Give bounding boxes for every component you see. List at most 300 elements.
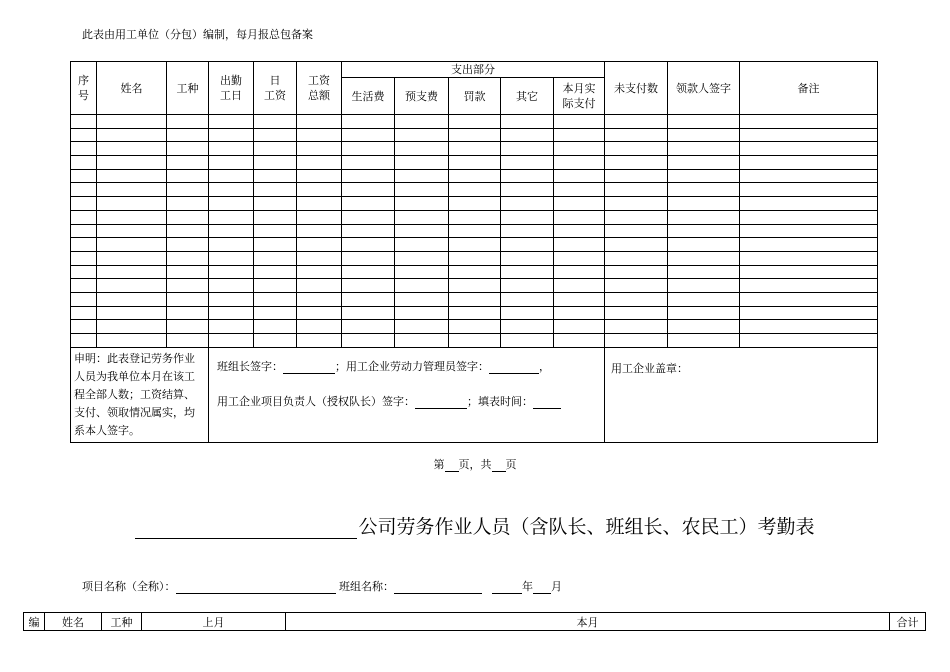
payroll-cell[interactable] [209,265,254,279]
month-label: 月 [551,580,562,593]
payroll-cell[interactable] [554,115,605,129]
labor-manager-sign-blank[interactable] [489,361,539,374]
header-note: 此表由用工单位（分包）编制，每月报总包备案 [82,28,313,41]
payroll-cell[interactable] [605,115,668,129]
payroll-cell[interactable] [209,210,254,224]
payroll-cell[interactable] [605,224,668,238]
payroll-cell[interactable] [342,265,395,279]
payroll-cell[interactable] [297,238,342,252]
payroll-cell[interactable] [297,292,342,306]
payroll-cell[interactable] [449,279,501,293]
payroll-table [70,61,878,443]
payroll-cell[interactable] [97,128,167,142]
payroll-cell[interactable] [342,279,395,293]
payroll-cell[interactable] [668,210,740,224]
payroll-cell[interactable] [605,197,668,211]
header-daily-wage: 日 工资 [254,62,297,115]
payroll-cell[interactable] [71,197,97,211]
att-header-trade: 工种 [102,613,142,631]
header-other: 其它 [501,78,554,115]
payroll-cell[interactable] [167,197,209,211]
payroll-cell[interactable] [254,128,297,142]
project-name-blank[interactable] [176,581,336,594]
payroll-cell[interactable] [740,251,878,265]
payroll-cell[interactable] [449,306,501,320]
header-total-wage: 工资 总额 [297,62,342,115]
payroll-cell[interactable] [342,292,395,306]
payroll-cell[interactable] [97,183,167,197]
payroll-cell[interactable] [668,156,740,170]
payroll-cell[interactable] [395,156,449,170]
payroll-cell[interactable] [395,197,449,211]
payroll-cell[interactable] [209,292,254,306]
payroll-cell[interactable] [342,128,395,142]
attendance-title-text: 公司劳务作业人员（含队长、班组长、农民工）考勤表 [358,516,815,538]
payroll-cell[interactable] [97,210,167,224]
payroll-cell[interactable] [668,115,740,129]
payroll-data-row [71,183,878,197]
header-deduct-group: 支出部分 [342,62,605,78]
payroll-cell[interactable] [395,320,449,334]
payroll-cell[interactable] [395,183,449,197]
payroll-cell[interactable] [605,334,668,348]
payroll-cell[interactable] [605,292,668,306]
payroll-cell[interactable] [395,128,449,142]
year-label: 年 [522,580,533,593]
payroll-cell[interactable] [254,265,297,279]
payroll-cell[interactable] [167,279,209,293]
payroll-cell[interactable] [71,169,97,183]
payroll-cell[interactable] [209,238,254,252]
payroll-cell[interactable] [97,251,167,265]
payroll-data-row [71,334,878,348]
payroll-cell[interactable] [554,251,605,265]
payroll-cell[interactable] [395,169,449,183]
payroll-cell[interactable] [297,128,342,142]
payroll-data-row [71,224,878,238]
payroll-cell[interactable] [297,334,342,348]
att-header-no: 编 [24,613,45,631]
payroll-cell[interactable] [740,128,878,142]
payroll-cell[interactable] [209,251,254,265]
payroll-cell[interactable] [71,320,97,334]
payroll-cell[interactable] [449,292,501,306]
payroll-cell[interactable] [254,169,297,183]
year-blank[interactable] [492,581,522,594]
payroll-cell[interactable] [342,224,395,238]
payroll-cell[interactable] [71,128,97,142]
payroll-cell[interactable] [501,128,554,142]
payroll-cell[interactable] [668,320,740,334]
team-leader-sign-blank[interactable] [283,361,335,374]
payroll-cell[interactable] [167,142,209,156]
payroll-cell[interactable] [501,279,554,293]
payroll-cell[interactable] [342,169,395,183]
payroll-cell[interactable] [167,169,209,183]
payroll-cell[interactable] [449,156,501,170]
payroll-cell[interactable] [167,292,209,306]
payroll-cell[interactable] [605,183,668,197]
payroll-cell[interactable] [740,334,878,348]
payroll-cell[interactable] [449,210,501,224]
payroll-cell[interactable] [740,265,878,279]
payroll-cell[interactable] [740,224,878,238]
payroll-cell[interactable] [740,115,878,129]
payroll-cell[interactable] [297,197,342,211]
payroll-cell[interactable] [668,183,740,197]
payroll-cell[interactable] [668,197,740,211]
payroll-cell[interactable] [342,320,395,334]
statement-row [71,347,878,442]
payroll-cell[interactable] [395,115,449,129]
payroll-cell[interactable] [554,142,605,156]
payroll-cell[interactable] [740,142,878,156]
payroll-cell[interactable] [449,183,501,197]
payroll-cell[interactable] [97,320,167,334]
payroll-data-row [71,292,878,306]
payroll-cell[interactable] [167,320,209,334]
payroll-cell[interactable] [740,210,878,224]
payroll-cell[interactable] [297,210,342,224]
payroll-data-row [71,156,878,170]
payroll-cell[interactable] [449,128,501,142]
payroll-cell[interactable] [167,210,209,224]
payroll-cell[interactable] [209,320,254,334]
payroll-cell[interactable] [395,210,449,224]
payroll-cell[interactable] [342,183,395,197]
payroll-cell[interactable] [254,292,297,306]
payroll-cell[interactable] [71,251,97,265]
payroll-cell[interactable] [97,306,167,320]
payroll-cell[interactable] [342,210,395,224]
payroll-data-row [71,306,878,320]
payroll-cell[interactable] [71,142,97,156]
payroll-cell[interactable] [297,279,342,293]
payroll-cell[interactable] [605,142,668,156]
payroll-cell[interactable] [342,334,395,348]
payroll-cell[interactable] [501,306,554,320]
fill-date-blank[interactable] [533,396,561,409]
statement-text: 申明：此表登记劳务作业人员为我单位本月在该工程全部人数；工资结算、支付、领取情况属实，均系本人签字。 [71,347,209,442]
payroll-cell[interactable] [254,210,297,224]
payroll-cell[interactable] [554,197,605,211]
payroll-cell[interactable] [167,265,209,279]
payroll-cell[interactable] [395,224,449,238]
payroll-cell[interactable] [501,265,554,279]
payroll-cell[interactable] [554,292,605,306]
payroll-cell[interactable] [71,306,97,320]
payroll-cell[interactable] [297,320,342,334]
company-name-blank[interactable] [135,518,357,539]
payroll-cell[interactable] [395,142,449,156]
payroll-cell[interactable] [554,128,605,142]
payroll-cell[interactable] [97,292,167,306]
payroll-cell[interactable] [554,279,605,293]
payroll-cell[interactable] [167,306,209,320]
header-trade: 工种 [167,62,209,115]
payroll-cell[interactable] [554,210,605,224]
header-seq: 序 号 [71,62,97,115]
payroll-data-row [71,320,878,334]
header-name: 姓名 [97,62,167,115]
payroll-cell[interactable] [605,265,668,279]
payroll-cell[interactable] [554,224,605,238]
payroll-data-row [71,210,878,224]
payroll-cell[interactable] [254,279,297,293]
payroll-cell[interactable] [668,279,740,293]
payroll-cell[interactable] [501,197,554,211]
payroll-data-row [71,142,878,156]
payroll-cell[interactable] [342,238,395,252]
payroll-cell[interactable] [449,115,501,129]
payroll-cell[interactable] [97,142,167,156]
payroll-cell[interactable] [297,115,342,129]
payroll-cell[interactable] [254,115,297,129]
payroll-cell[interactable] [297,265,342,279]
payroll-cell[interactable] [449,334,501,348]
payroll-cell[interactable] [395,279,449,293]
team-leader-sign-label: 班组长签字： [217,359,283,373]
payroll-cell[interactable] [97,265,167,279]
payroll-cell[interactable] [449,142,501,156]
page-number: 第 页，共 页 [433,458,517,471]
payroll-cell[interactable] [501,238,554,252]
payroll-cell[interactable] [209,279,254,293]
header-unpaid: 未支付数 [605,62,668,115]
payroll-data-row [71,115,878,129]
payroll-cell[interactable] [167,156,209,170]
seal-area: 用工企业盖章： [605,347,878,442]
payroll-cell[interactable] [97,115,167,129]
payroll-cell[interactable] [449,320,501,334]
payroll-cell[interactable] [254,334,297,348]
payroll-cell[interactable] [167,334,209,348]
payroll-cell[interactable] [501,224,554,238]
payroll-cell[interactable] [71,183,97,197]
payroll-cell[interactable] [97,334,167,348]
payroll-cell[interactable] [605,306,668,320]
payroll-cell[interactable] [71,265,97,279]
payroll-cell[interactable] [297,169,342,183]
attendance-title [0,512,950,539]
signature-area [209,347,605,442]
payroll-cell[interactable] [254,320,297,334]
payroll-cell[interactable] [501,115,554,129]
payroll-cell[interactable] [554,156,605,170]
payroll-cell[interactable] [71,238,97,252]
payroll-cell[interactable] [254,224,297,238]
payroll-cell[interactable] [97,169,167,183]
payroll-cell[interactable] [605,169,668,183]
payroll-cell[interactable] [71,115,97,129]
payroll-cell[interactable] [554,334,605,348]
payroll-cell[interactable] [167,251,209,265]
payroll-cell[interactable] [71,279,97,293]
payroll-cell[interactable] [395,306,449,320]
payroll-cell[interactable] [605,238,668,252]
payroll-cell[interactable] [668,238,740,252]
payroll-data-row [71,265,878,279]
labor-manager-sign-label: ；用工企业劳动力管理员签字： [335,359,489,373]
payroll-cell[interactable] [605,251,668,265]
payroll-cell[interactable] [668,128,740,142]
sign-end-mark: ， [539,359,550,373]
header-days: 出勤 工日 [209,62,254,115]
payroll-cell[interactable] [449,169,501,183]
payroll-cell[interactable] [668,306,740,320]
payroll-cell[interactable] [449,238,501,252]
payroll-cell[interactable] [740,320,878,334]
payroll-cell[interactable] [395,265,449,279]
payroll-cell[interactable] [554,183,605,197]
payroll-cell[interactable] [209,115,254,129]
header-fine: 罚款 [449,78,501,115]
payroll-cell[interactable] [254,183,297,197]
payroll-cell[interactable] [668,224,740,238]
payroll-cell[interactable] [254,238,297,252]
payroll-cell[interactable] [501,292,554,306]
payroll-cell[interactable] [342,251,395,265]
att-header-this-month: 本月 [286,613,890,631]
team-name-blank[interactable] [394,581,482,594]
payroll-cell[interactable] [209,224,254,238]
payroll-cell[interactable] [97,238,167,252]
payroll-cell[interactable] [449,224,501,238]
payroll-cell[interactable] [554,320,605,334]
payroll-cell[interactable] [740,279,878,293]
payroll-cell[interactable] [605,320,668,334]
payroll-cell[interactable] [449,197,501,211]
payroll-cell[interactable] [342,197,395,211]
project-head-sign-blank[interactable] [415,396,467,409]
payroll-cell[interactable] [71,334,97,348]
payroll-cell[interactable] [740,183,878,197]
payroll-cell[interactable] [297,306,342,320]
header-living: 生活费 [342,78,395,115]
payroll-cell[interactable] [554,265,605,279]
payroll-cell[interactable] [668,251,740,265]
payroll-cell[interactable] [501,334,554,348]
payroll-cell[interactable] [740,238,878,252]
payroll-cell[interactable] [501,251,554,265]
payroll-cell[interactable] [297,224,342,238]
payroll-cell[interactable] [342,142,395,156]
payroll-cell[interactable] [97,279,167,293]
payroll-cell[interactable] [395,334,449,348]
payroll-cell[interactable] [167,224,209,238]
payroll-cell[interactable] [71,292,97,306]
payroll-cell[interactable] [501,142,554,156]
payroll-cell[interactable] [209,128,254,142]
payroll-cell[interactable] [342,306,395,320]
payroll-cell[interactable] [97,224,167,238]
payroll-cell[interactable] [71,224,97,238]
payroll-cell[interactable] [501,156,554,170]
payroll-cell[interactable] [554,306,605,320]
month-blank[interactable] [533,581,551,594]
payroll-cell[interactable] [71,210,97,224]
payroll-cell[interactable] [209,142,254,156]
attendance-info [82,578,562,594]
payroll-cell[interactable] [167,128,209,142]
project-head-sign-label: 用工企业项目负责人（授权队长）签字： [217,394,415,408]
payroll-cell[interactable] [297,183,342,197]
payroll-cell[interactable] [209,334,254,348]
payroll-cell[interactable] [297,142,342,156]
header-advance: 预支费 [395,78,449,115]
payroll-cell[interactable] [167,183,209,197]
payroll-cell[interactable] [740,292,878,306]
payroll-cell[interactable] [71,156,97,170]
payroll-cell[interactable] [668,265,740,279]
payroll-data-row [71,128,878,142]
payroll-cell[interactable] [554,238,605,252]
payroll-cell[interactable] [97,197,167,211]
att-header-total: 合计 [890,613,926,631]
payroll-cell[interactable] [209,197,254,211]
payroll-cell[interactable] [209,169,254,183]
payroll-cell[interactable] [167,115,209,129]
payroll-cell[interactable] [740,197,878,211]
payroll-cell[interactable] [97,156,167,170]
payroll-cell[interactable] [668,169,740,183]
header-remark: 备注 [740,62,878,115]
payroll-cell[interactable] [605,156,668,170]
attendance-header-row [24,613,926,631]
payroll-data-row [71,197,878,211]
payroll-cell[interactable] [254,251,297,265]
header-signature: 领款人签字 [668,62,740,115]
payroll-cell[interactable] [501,210,554,224]
payroll-cell[interactable] [254,156,297,170]
payroll-cell[interactable] [501,169,554,183]
payroll-cell[interactable] [605,128,668,142]
payroll-cell[interactable] [254,197,297,211]
team-name-label: 班组名称： [339,580,394,593]
payroll-cell[interactable] [297,251,342,265]
payroll-cell[interactable] [668,292,740,306]
payroll-cell[interactable] [395,292,449,306]
attendance-table [23,612,926,631]
payroll-cell[interactable] [501,320,554,334]
payroll-cell[interactable] [395,251,449,265]
payroll-cell[interactable] [449,251,501,265]
payroll-cell[interactable] [254,142,297,156]
payroll-cell[interactable] [297,156,342,170]
payroll-cell[interactable] [209,156,254,170]
payroll-cell[interactable] [668,334,740,348]
payroll-cell[interactable] [501,183,554,197]
payroll-cell[interactable] [342,156,395,170]
payroll-cell[interactable] [554,169,605,183]
att-header-name: 姓名 [45,613,102,631]
payroll-cell[interactable] [605,210,668,224]
payroll-cell[interactable] [209,183,254,197]
payroll-cell[interactable] [740,169,878,183]
payroll-cell[interactable] [395,238,449,252]
payroll-data-row [71,251,878,265]
payroll-cell[interactable] [449,265,501,279]
payroll-cell[interactable] [167,238,209,252]
payroll-cell[interactable] [668,142,740,156]
payroll-cell[interactable] [740,156,878,170]
project-name-label: 项目名称（全称）： [82,580,176,593]
payroll-cell[interactable] [342,115,395,129]
payroll-cell[interactable] [740,306,878,320]
payroll-cell[interactable] [209,306,254,320]
payroll-cell[interactable] [605,279,668,293]
payroll-cell[interactable] [254,306,297,320]
